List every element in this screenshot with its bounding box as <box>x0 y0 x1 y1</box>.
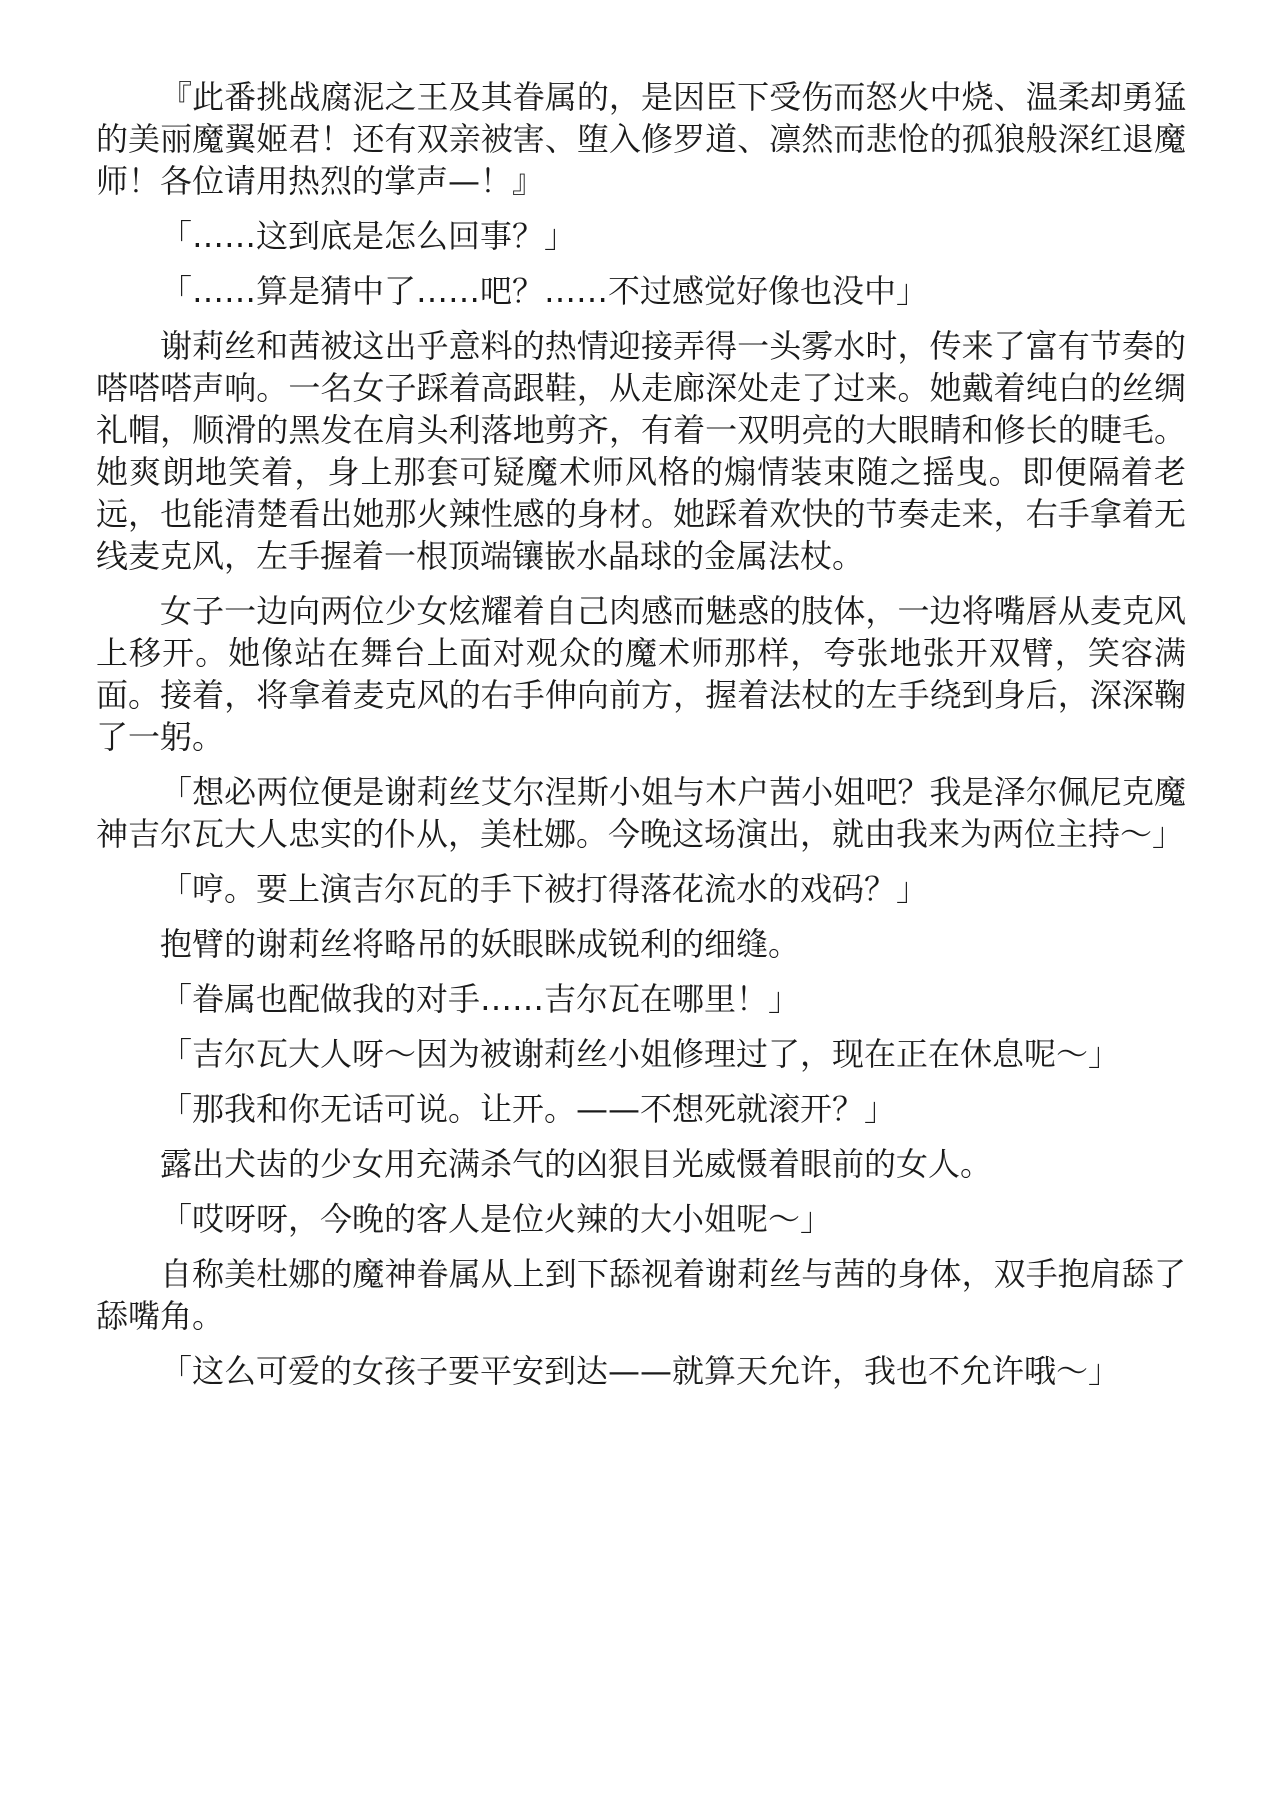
paragraph: 抱臂的谢莉丝将略吊的妖眼眯成锐利的细缝。 <box>160 925 801 963</box>
paragraph: 露出犬齿的少女用充满杀气的凶狠目光威慑着眼前的女人。 <box>160 1145 993 1183</box>
paragraph: 「想必两位便是谢莉丝艾尔涅斯小姐与木户茜小姐吧？我是泽尔佩尼克魔神吉尔瓦大人忠实的仆从，美杜娜。今晚这场演出，就由我来为两位主持～」 <box>96 773 1186 853</box>
paragraph: 「哼。要上演吉尔瓦的手下被打得落花流水的戏码？」 <box>160 870 929 908</box>
paragraph: 『此番挑战腐泥之王及其眷属的，是因臣下受伤而怒火中烧、温柔却勇猛的美丽魔翼姬君！还有双亲被害、堕入修罗道、凛然而悲怆的孤狼般深红退魔师！各位请用热烈的掌声—！』 <box>96 78 1186 200</box>
paragraph: 女子一边向两位少女炫耀着自己肉感而魅惑的肢体，一边将嘴唇从麦克风上移开。她像站在舞台上面对观众的魔术师那样，夸张地张开双臂，笑容满面。接着，将拿着麦克风的右手伸向前方，握着法杖的左手绕到身后，深深鞠了一躬。 <box>96 592 1186 756</box>
paragraph: 「那我和你无话可说。让开。——不想死就滚开？」 <box>160 1090 897 1128</box>
paragraph: 「……算是猜中了……吧？……不过感觉好像也没中」 <box>160 272 929 310</box>
paragraph: 「哎呀呀，今晚的客人是位火辣的大小姐呢～」 <box>160 1200 833 1238</box>
paragraph: 自称美杜娜的魔神眷属从上到下舔视着谢莉丝与茜的身体，双手抱肩舔了舔嘴角。 <box>96 1255 1186 1335</box>
paragraph: 「这么可爱的女孩子要平安到达——就算天允许，我也不允许哦～」 <box>160 1352 1121 1390</box>
paragraph: 「……这到底是怎么回事？」 <box>160 217 577 255</box>
paragraph: 「吉尔瓦大人呀～因为被谢莉丝小姐修理过了，现在正在休息呢～」 <box>160 1035 1121 1073</box>
paragraph: 「眷属也配做我的对手……吉尔瓦在哪里！」 <box>160 980 801 1018</box>
document-page <box>96 76 1186 1405</box>
paragraph: 谢莉丝和茜被这出乎意料的热情迎接弄得一头雾水时，传来了富有节奏的嗒嗒嗒声响。一名女子踩着高跟鞋，从走廊深处走了过来。她戴着纯白的丝绸礼帽，顺滑的黑发在肩头利落地剪齐，有着一双明亮的大眼睛和修长的睫毛。她爽朗地笑着，身上那套可疑魔术师风格的煽情装束随之摇曳。即便隔着老远，也能清楚看出她那火辣性感的身材。她踩着欢快的节奏走来，右手拿着无线麦克风，左手握着一根顶端镶嵌水晶球的金属法杖。 <box>96 327 1186 575</box>
